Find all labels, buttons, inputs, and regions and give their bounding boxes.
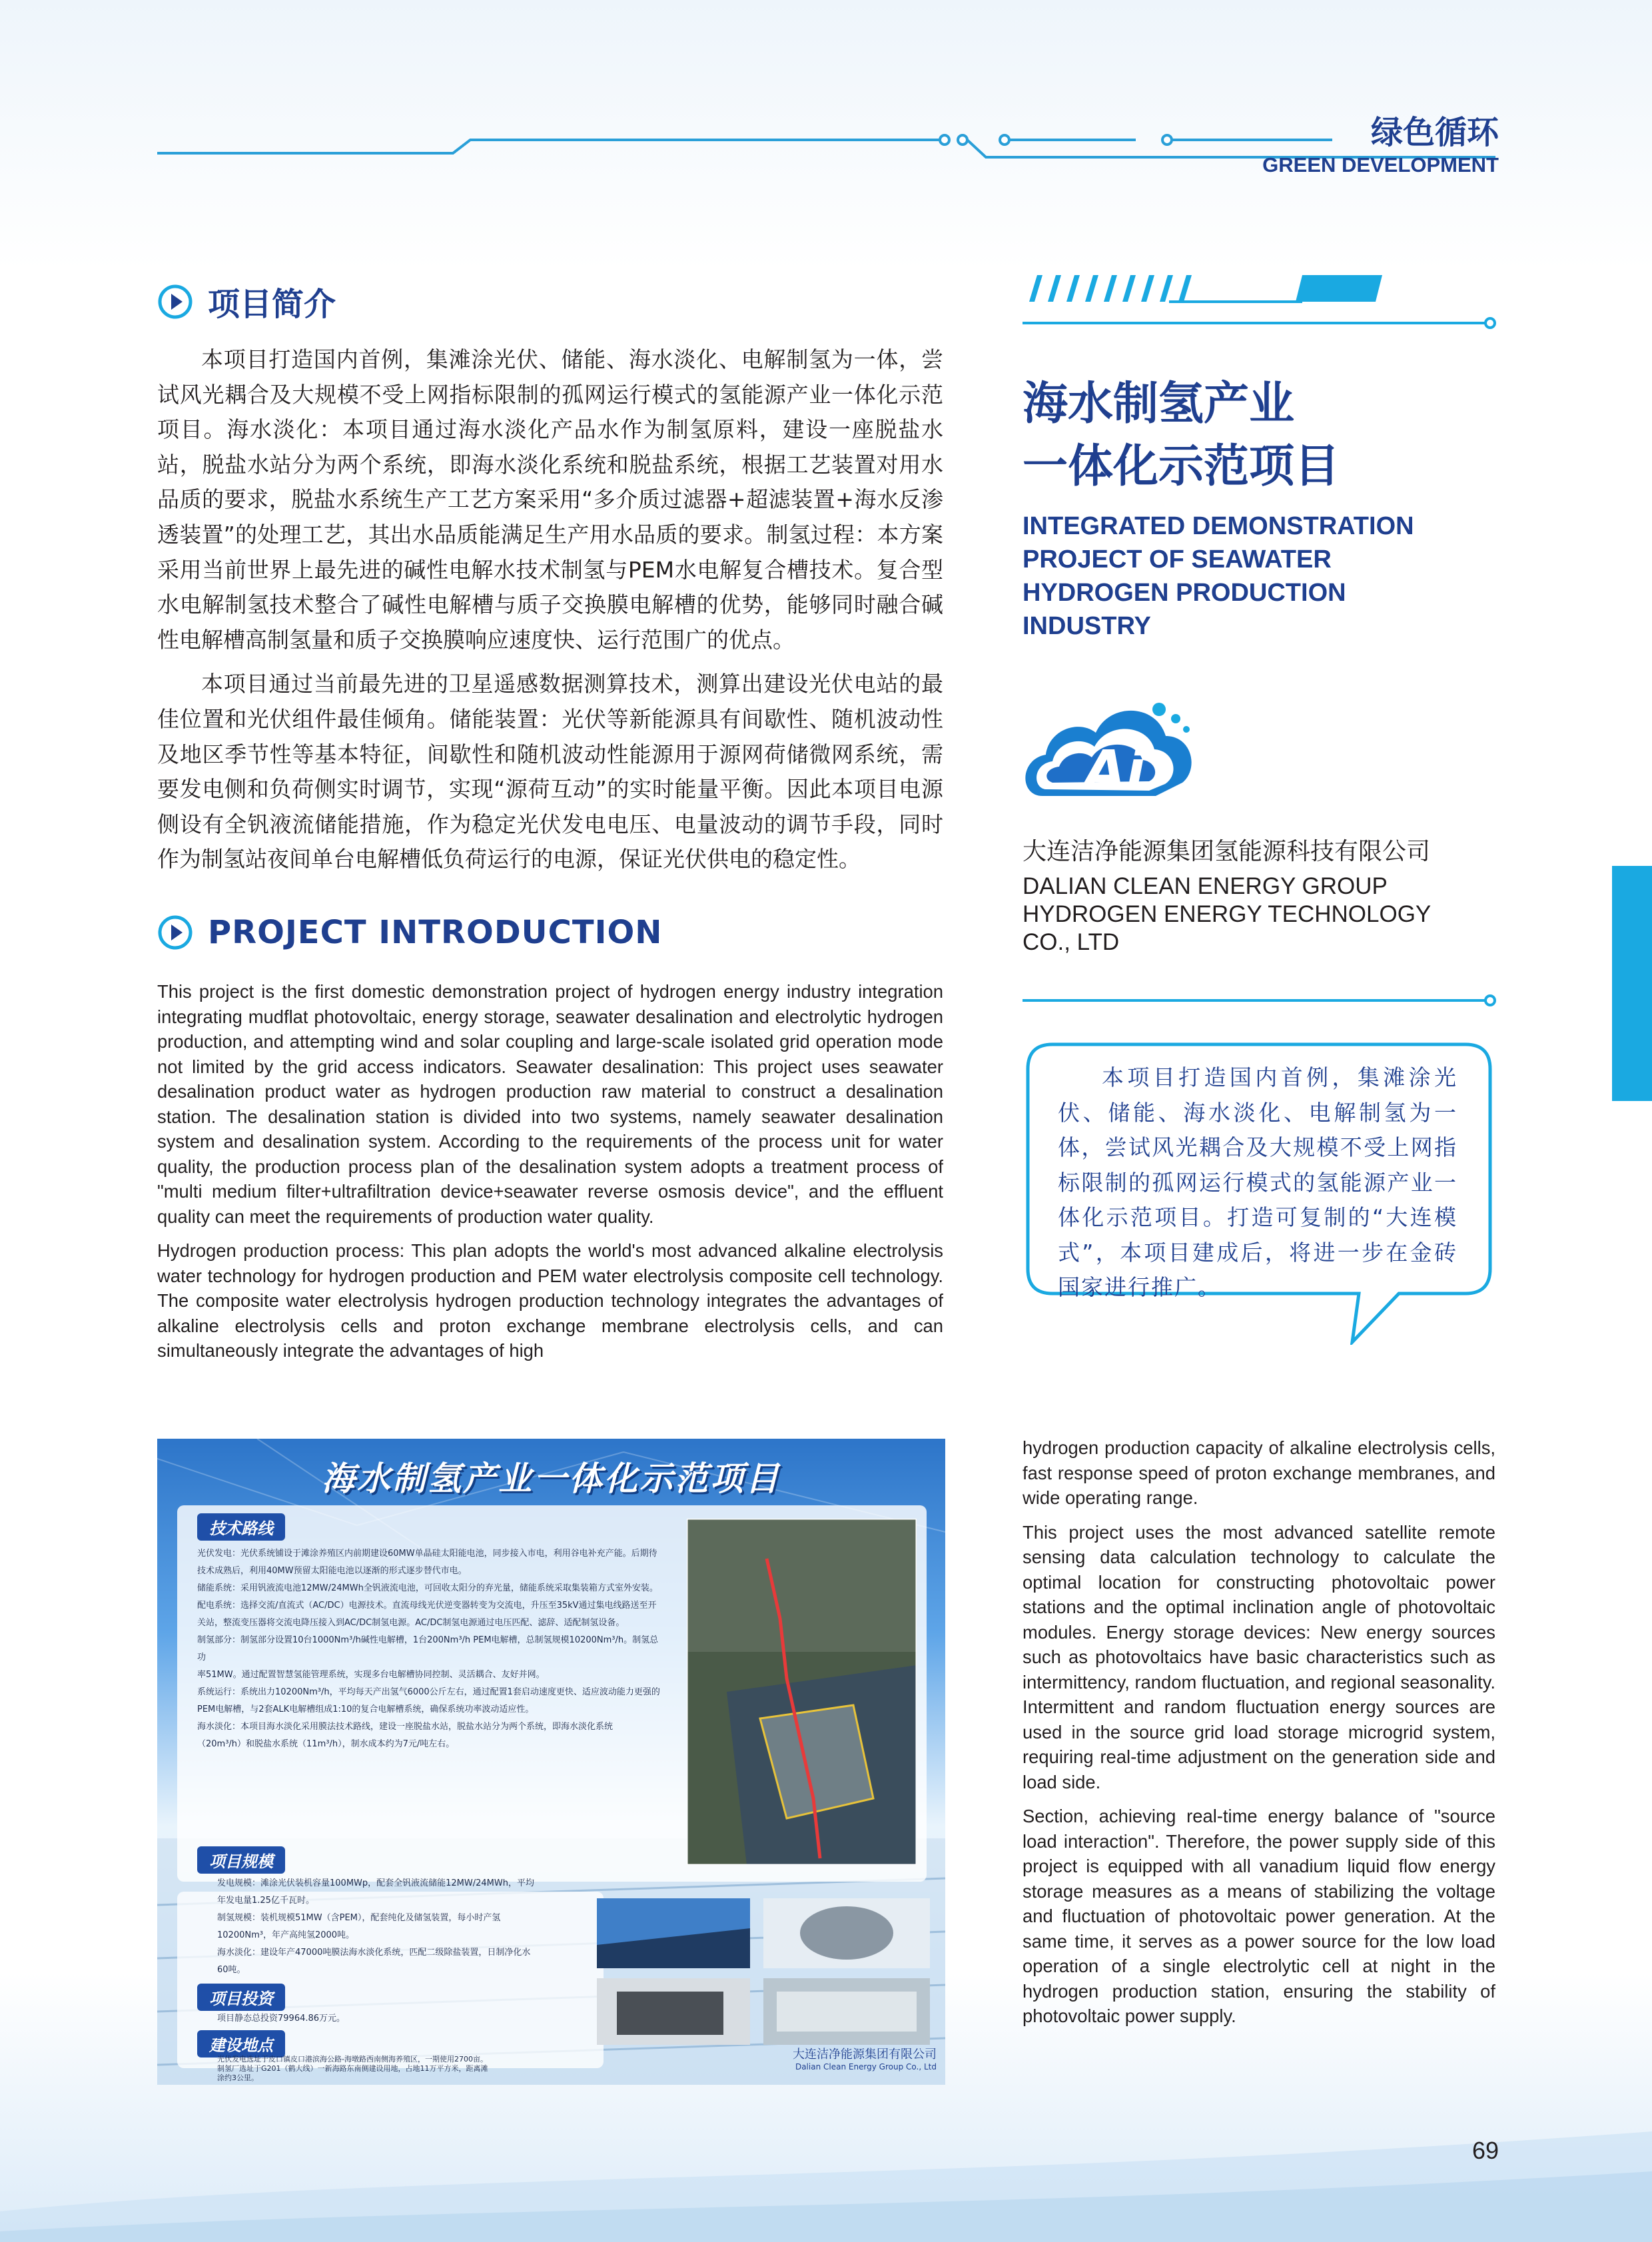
poster-line: 海水淡化：本项目海水淡化采用膜法技术路线，建设一座脱盐水站，脱盐水站分为两个系统，即海水淡化系统 bbox=[197, 1722, 614, 1732]
poster-line: 光伏发电选址于皮口镇皮口港滨海公路-海墩路西南侧海养殖区，一期使用2700亩。 bbox=[217, 2055, 488, 2063]
right-en-body bbox=[1023, 1435, 1495, 2029]
project-title-en-line: PROJECT OF SEAWATER bbox=[1023, 546, 1332, 573]
poster-line: 关站，整流变压器将交流电降压接入到AC/DC制氢电源。AC/DC制氢电源通过电压匹配、滤辞、适配制氢设备。 bbox=[197, 1618, 625, 1628]
poster-photos bbox=[597, 1898, 937, 2048]
poster-footer-en: Dalian Clean Energy Group Co., Ltd bbox=[795, 2062, 937, 2071]
poster-line: 制氢厂选址于G201（鹤大线）一新海路东南侧建设用地，占地11万平方米，距离滩 bbox=[217, 2064, 488, 2073]
poster-footer bbox=[743, 2045, 937, 2071]
poster-line: 涂约3公里。 bbox=[217, 2073, 258, 2081]
poster-line: 10200Nm³，年产高纯氢2000吨。 bbox=[217, 1930, 355, 1940]
company-name-cn: 大连洁净能源集团氢能源科技有限公司 bbox=[1023, 838, 1431, 865]
poster-location-text bbox=[217, 2055, 590, 2081]
poster-tag: 建设地点 bbox=[197, 2030, 285, 2057]
project-title-en-line: INTEGRATED DEMONSTRATION bbox=[1023, 512, 1414, 540]
project-title-cn-line: 海水制氢产业 bbox=[1023, 378, 1295, 430]
section-title-cn: 绿色循环 bbox=[1370, 114, 1499, 151]
poster-title: 海水制氢产业一体化示范项目 bbox=[322, 1459, 781, 1498]
poster-line: 发电规模：滩涂光伏装机容量100MWp，配套全钒液流储能12MW/24MWh，平均 bbox=[217, 1878, 534, 1888]
poster-investment-text: 项目静态总投资79964.86万元。 bbox=[217, 2014, 346, 2024]
side-tab bbox=[1612, 866, 1652, 1101]
poster-line: 海水淡化：建设年产47000吨膜法海水淡化系统，匹配二级除盐装置，日制净化水 bbox=[217, 1948, 531, 1958]
project-poster bbox=[157, 1439, 945, 2085]
project-title-en-line: INDUSTRY bbox=[1023, 612, 1151, 640]
intro-en-body bbox=[157, 979, 943, 1363]
play-circle-icon bbox=[157, 284, 193, 320]
logo-text: Ai bbox=[1084, 739, 1145, 803]
poster-line: 制氢规模：装机规模51MW（含PEM），配套纯化及储氢装置，每小时产氢 bbox=[217, 1913, 501, 1923]
poster-line: 技术成熟后，利用40MW预留太阳能电池以逐渐的形式逐步替代市电。 bbox=[197, 1566, 467, 1576]
company-name-en-line: DALIAN CLEAN ENERGY GROUP bbox=[1023, 873, 1388, 899]
poster-line: 制氢部分：制氢部分设置10台1000Nm³/h碱性电解槽，1台200Nm³/h PEM电解槽，总制氢规模10200Nm³/h。制氢总功 bbox=[197, 1635, 659, 1663]
poster-line: 率51MW。通过配置智慧氢能管理系统，实现多台电解槽协同控制、灵活耦合、友好并网。 bbox=[197, 1670, 545, 1680]
intro-en-paragraph: Hydrogen production process: This plan adopts the world's most advanced alkaline electrolysis water technology for hydrogen production and PEM water electrolysis composite cell technology. The composite water electrolysis hydrogen production technology integrates the advantages of alkaline electrolysis cells and proton exchange membrane electrolysis cells, and can simultaneously integrate the advantages of high bbox=[157, 1240, 943, 1361]
poster-scale-text bbox=[217, 1875, 590, 1979]
section-title-en: GREEN DEVELOPMENT bbox=[1262, 153, 1499, 177]
intro-en-heading bbox=[157, 914, 662, 951]
intro-cn-heading-text: 项目简介 bbox=[208, 286, 336, 323]
intro-cn-paragraph: 本项目打造国内首例，集滩涂光伏、储能、海水淡化、电解制氢为一体，尝试风光耦合及大规模不受上网指标限制的孤网运行模式的氢能源产业一体化示范项目。海水淡化：本项目通过海水淡化产品水作为制氢原料，建设一座脱盐水站，脱盐水站分为两个系统，即海水淡化系统和脱盐系统，根据工艺装置对用水品质的要求，脱盐水系统生产工艺方案采用“多介质过滤器+超滤装置+海水反渗透装置”的处理工艺，其出水品质能满足生产用水品质的要求。制氢过程：本方案采用当前世界上最先进的碱性电解水技术制氢与PEM水电解复合槽技术。复合型水电解制氢技术整合了碱性电解槽与质子交换膜电解槽的优势，能够同时融合碱性电解槽高制氢量和质子交换膜响应速度快、运行范围广的优点。 bbox=[157, 346, 943, 653]
poster-line: （20m³/h）和脱盐水系统（11m³/h），制水成本约为7元/吨左右。 bbox=[197, 1739, 455, 1749]
poster-line: 年发电量1.25亿千瓦时。 bbox=[217, 1896, 314, 1906]
page-number: 69 bbox=[1471, 2137, 1499, 2164]
company-name-en bbox=[1023, 873, 1489, 956]
title-decoration bbox=[1023, 270, 1502, 336]
poster-line: 光伏发电：光伏系统铺设于滩涂养殖区内前期建设60MW单晶硅太阳能电池，同步接入市电，利用谷电补充产能。后期待 bbox=[197, 1549, 657, 1559]
quote-text: 本项目打造国内首例，集滩涂光伏、储能、海水淡化、电解制氢为一体，尝试风光耦合及大规模不受上网指标限制的孤网运行模式的氢能源产业一体化示范项目。打造可复制的“大连模式”，本项目建成后，将进一步在金砖国家进行推广。 bbox=[1058, 1064, 1457, 1300]
project-title-cn-line: 一体化示范项目 bbox=[1023, 440, 1340, 493]
intro-cn-heading bbox=[157, 278, 336, 324]
poster-line: 系统运行：系统出力10200Nm³/h，平均每天产出氢气6000公斤左右，通过配置1套启动速度更快、适应波动能力更强的 bbox=[197, 1687, 660, 1697]
right-en-paragraph: Section, achieving real-time energy balance of "source load interaction". Therefore, the power supply side of this project is equipped with all vanadium liquid flow energy storage measures as a means of stabilizing the voltage and fluctuation of photovoltaic power generation. At the same time, it serves as a power source for the low load operation of a single electrolytic cell at night in the hydrogen production station, ensuring the stability of photovoltaic power supply. bbox=[1023, 1806, 1495, 2026]
poster-tech-text bbox=[197, 1545, 663, 1753]
poster-line: PEM电解槽，与2套ALK电解槽组成1:10的复合电解槽系统，确保系统功率波动适应性。 bbox=[197, 1704, 534, 1714]
intro-en-paragraph: This project is the first domestic demonstration project of hydrogen energy industry integration integrating mudflat photovoltaic, energy storage, seawater desalination and electrolytic hydrogen production, and attempting wind and solar coupling and large-scale isolated grid operation mode not limited by the grid access indicators. Seawater desalination: This project uses seawater desalination product water as hydrogen production raw material to construct a desalination station. The desalination station is divided into two systems, namely seawater desalination system and desalination system. According to the requirements of the process unit for water quality, the production process plan of the desalination system adopts a treatment process of "multi medium filter+ultrafiltration device+seawater reverse osmosis device", and the effluent quality can meet the requirements of production water quality. bbox=[157, 981, 943, 1227]
poster-line: 60吨。 bbox=[217, 1965, 246, 1975]
project-title-en-line: HYDROGEN PRODUCTION bbox=[1023, 579, 1346, 607]
poster-line: 储能系统：采用钒液流电池12MW/24MWh全钒液流电池，可回收太阳分的弃光量，储能系统采取集装箱方式室外安装。 bbox=[197, 1583, 658, 1593]
right-en-paragraph: This project uses the most advanced satellite remote sensing data calculation technology to calculate the optimal location for constructing photovoltaic power stations and the optimal inclination angle of photovoltaic modules. Energy storage devices: New energy sources such as photovoltaics have basic characteristics such as intermittency, random fluctuation, and regional seasonality. Intermittent and random fluctuation energy sources are used in the source grid load storage microgrid system, requiring real-time adjustment on the generation side and load side. bbox=[1023, 1521, 1496, 1792]
divider-line bbox=[1023, 992, 1502, 1008]
poster-footer-cn: 大连洁净能源集团有限公司 bbox=[793, 2048, 937, 2061]
footer-decoration bbox=[0, 2091, 1652, 2242]
intro-cn-body bbox=[157, 342, 943, 877]
project-title-en bbox=[1023, 510, 1489, 643]
poster-tag: 技术路线 bbox=[197, 1513, 285, 1541]
company-name-en-line: HYDROGEN ENERGY TECHNOLOGY bbox=[1023, 901, 1432, 927]
company-name-en-line: CO., LTD bbox=[1023, 929, 1120, 955]
poster-tag: 项目规模 bbox=[197, 1846, 285, 1874]
company-logo bbox=[1023, 689, 1209, 816]
play-circle-icon bbox=[157, 915, 193, 950]
right-en-paragraph: hydrogen production capacity of alkaline electrolysis cells, fast response speed of proton exchange membranes, and wide operating range. bbox=[1023, 1437, 1495, 1508]
project-title-cn bbox=[1023, 373, 1369, 498]
intro-en-heading-text: PROJECT INTRODUCTION bbox=[208, 914, 663, 951]
poster-tag: 项目投资 bbox=[197, 1984, 285, 2011]
poster-satellite-map bbox=[687, 1519, 917, 1865]
poster-line: 配电系统：选择交流/直流式（AC/DC）电源技术。直流母线光伏逆变器转变为交流电，升压至35kV通过集电线路送至开 bbox=[197, 1601, 657, 1611]
intro-cn-paragraph: 本项目通过当前最先进的卫星遥感数据测算技术，测算出建设光伏电站的最佳位置和光伏组件最佳倾角。储能装置：光伏等新能源具有间歇性、随机波动性及地区季节性等基本特征，间歇性和随机波动性能源用于源网荷储微网系统，需要发电侧和负荷侧实时调节，实现“源荷互动”的实时能量平衡。因此本项目电源侧设有全钒液流储能措施，作为稳定光伏发电电压、电量波动的调节手段，同时作为制氢站夜间单台电解槽低负荷运行的电源，保证光伏供电的稳定性。 bbox=[157, 671, 943, 873]
